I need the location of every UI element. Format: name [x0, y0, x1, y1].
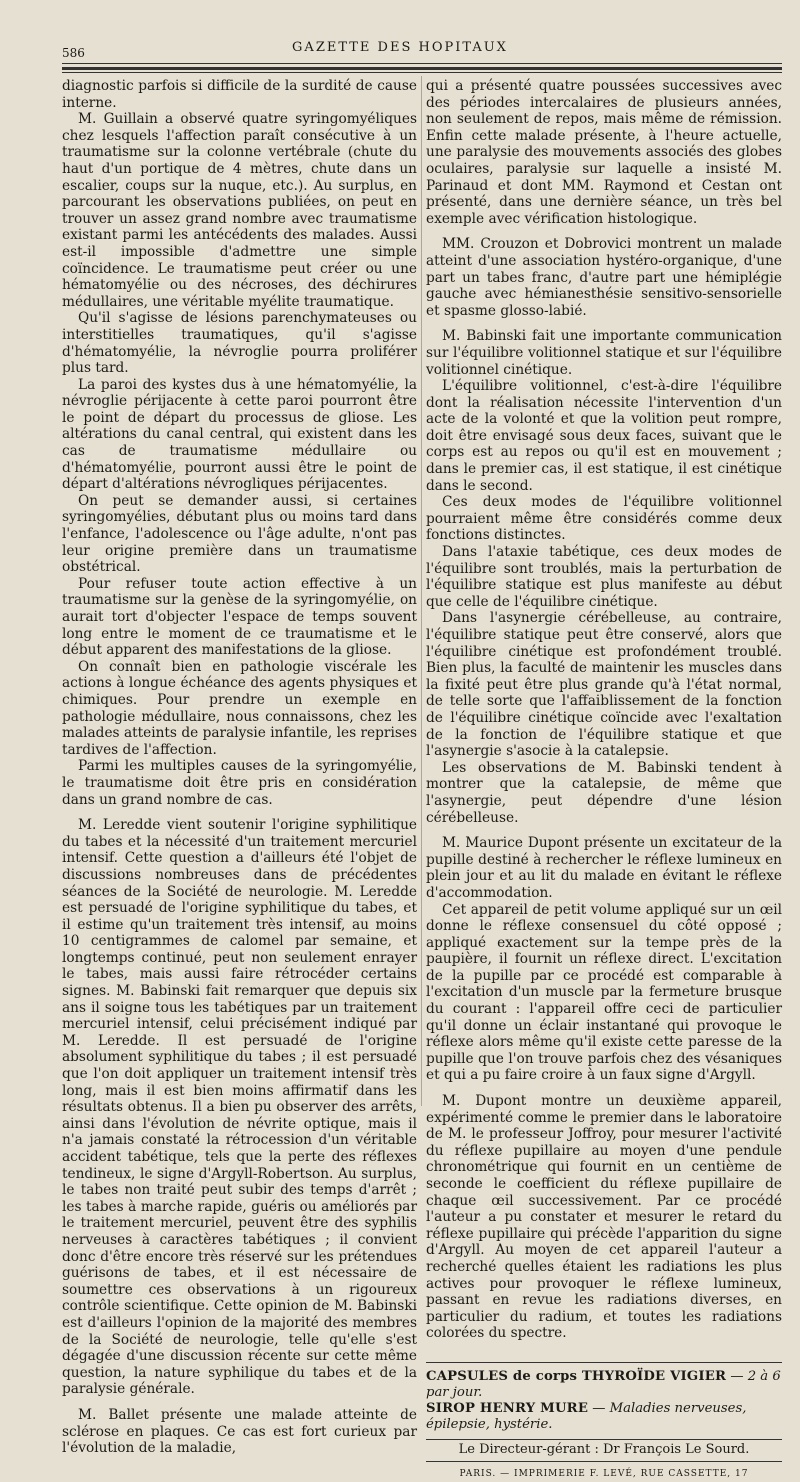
paragraph: M. Maurice Dupont présente un excitateur de la pupille destiné à rechercher le réflexe lumineux en plein jour et au lit du malade en évitant le réflexe d'accommodation.: [426, 835, 782, 901]
ad-line-capsules: [426, 1369, 782, 1401]
paragraph: La paroi des kystes dus à une hématomyélie, la névroglie périjacente à cette paroi pourront être le point de départ du processus de gliose. Les altérations du canal central, qui existent dans les cas de traumatisme médullaire ou d'hématomyélie, pourront aussi être le point de départ d'altérations névrogliques périjacentes.: [62, 376, 417, 493]
page-number: 586: [62, 46, 85, 60]
paragraph: Qu'il s'agisse de lésions parenchymateuses ou interstitielles traumatiques, qu'il s'agisse d'hématomyélie, la névroglie pourra proliférer plus tard.: [62, 310, 417, 377]
paragraph: M. Leredde vient soutenir l'origine syphilitique du tabes et la nécessité d'un traitement mercuriel intensif. Cette question a d'ailleurs été l'objet de discussions nombreuses dans de précédentes séances de la Société de neurologie. M. Leredde est persuadé de l'origine syphilitique du tabes, et il estime qu'un traitement très intensif, au moins 10 centigrammes de calomel par semaine, et longtemps continué, peut non seulement enrayer le tabes, mais aussi faire rétrocéder certains signes. M. Babinski fait remarquer que depuis six ans il soigne tous les tabétiques par un traitement mercuriel intensif, celui précisément indiqué par M. Leredde. Il est persuadé de l'origine absolument syphilitique du tabes ; il est persuadé que l'on doit appliquer un traitement intensif très long, mais il est bien moins affirmatif dans les résultats obtenus. Il a bien pu observer des arrêts, ainsi dans l'évolution de névrite optique, mais il n'a jamais constaté la rétrocession d'un véritable accident tabétique, tels que la perte des réflexes tendineux, le signe d'Argyll-Robertson. Au surplus, le tabes non traité peut subir des temps d'arrêt ; les tabes à marche rapide, guéris ou améliorés par le traitement mercuriel, peuvent être des syphilis nerveuses à caractères tabétiques ; il convient donc d'être encore très réservé sur les prétendues guérisons de tabes, et il est nécessaire de soumettre ces observations à un rigoureux contrôle scientifique. Cette opinion de M. Babinski est d'ailleurs l'opinion de la majorité des membres de la Société de neurologie, telle qu'elle s'est dégagée d'une discussion récente sur cette même question, la nature syphilique du tabes et de la paralysie générale.: [62, 817, 417, 1398]
ad-product-capsules: CAPSULES de corps THYROÏDE VIGIER: [426, 1368, 727, 1384]
printer-imprint: PARIS. — IMPRIMERIE F. LEVÉ, RUE CASSETTE, 17: [459, 1468, 749, 1479]
ad-line-sirop: [426, 1401, 782, 1433]
paragraph: M. Babinski fait une importante communication sur l'équilibre volitionnel statique et sur l'équilibre volitionnel cinétique.: [426, 328, 782, 378]
right-column-text: [426, 78, 782, 1342]
running-head: GAZETTE DES HOPITAUX: [292, 40, 508, 55]
paragraph: MM. Crouzon et Dobrovici montrent un malade atteint d'une association hystéro-organique, d'une part un tabes franc, d'autre part une hémiplégie gauche avec hémianesthésie sensitivo-sensorielle et spasme glosso-labié.: [426, 236, 782, 319]
header-rule-thick: [62, 67, 782, 70]
ad-dosage-note: — 2 à 6 par jour.: [426, 1368, 781, 1400]
right-column: [426, 78, 782, 1482]
column-divider: [421, 76, 422, 1106]
director-signature: Le Directeur-gérant : Dr François Le Sourd.: [426, 1439, 782, 1462]
ad-indication-note: — Maladies nerveuses, épilepsie, hystérie.: [426, 1400, 747, 1432]
paragraph: Parmi les multiples causes de la syringomyélie, le traumatisme doit être pris en considération dans un grand nombre de cas.: [62, 758, 417, 808]
paragraph: Pour refuser toute action effective à un traumatisme sur la genèse de la syringomyélie, on aurait tort d'objecter l'espace de temps souvent long entre le moment de ce traumatisme et le début apparent des manifestations de la gliose.: [62, 575, 417, 659]
paragraph: M. Guillain a observé quatre syringomyéliques chez lesquels l'affection paraît consécutive à un traumatisme sur la colonne vertébrale (chute du haut d'un portique de 4 mètres, chute dans un escalier, coups sur la nuque, etc.). Au surplus, en parcourant les observations publiées, on peut en trouver un assez grand nombre avec traumatisme existant parmi les antécédents des malades. Aussi est-il impossible d'admettre une simple coïncidence. Le traumatisme peut créer ou une hématomyélie ou des nécroses, des déchirures médullaires, une véritable myélite traumatique.: [62, 111, 417, 310]
header-rule: [62, 72, 782, 73]
paragraph: Dans l'asynergie cérébelleuse, au contraire, l'équilibre statique peut être conservé, alors que l'équilibre cinétique est profondément troublé. Bien plus, la faculté de maintenir les muscles dans la fixité peut être plus grande qu'à l'état normal, de telle sorte que l'affaiblissement de la fonction de l'équilibre cinétique coïncide avec l'exaltation de la fonction de l'équilibre statique et que l'asynergie s'asocie à la catalepsie.: [426, 610, 782, 760]
paragraph: qui a présenté quatre poussées successives avec des périodes intercalaires de plusieurs années, non seulement de repos, mais même de rémission. Enfin cette malade présente, à l'heure actuelle, une paralysie des mouvements associés des globes oculaires, paralysie sur laquelle a insisté M. Parinaud et dont MM. Raymond et Cestan ont présenté, dans une dernière séance, un très bel exemple avec vérification histologique.: [426, 78, 782, 227]
paragraph: Dans l'ataxie tabétique, ces deux modes de l'équilibre sont troublés, mais la perturbation de l'équilibre statique est plus manifeste au début que celle de l'équilibre cinétique.: [426, 544, 782, 610]
paragraph: M. Ballet présente une malade atteinte de sclérose en plaques. Ce cas est fort curieux par l'évolution de la maladie,: [62, 1406, 417, 1457]
paragraph: On peut se demander aussi, si certaines syringomyélies, débutant plus ou moins tard dans l'enfance, l'adolescence ou l'âge adulte, n'ont pas leur origine première dans un traumatisme obstétrical.: [62, 492, 417, 576]
paragraph: Les observations de M. Babinski tendent à montrer que la catalepsie, de même que l'asynergie, peut dépendre d'une lésion cérébelleuse.: [426, 759, 782, 826]
paragraph: M. Dupont montre un deuxième appareil, expérimenté comme le premier dans le laboratoire de M. le professeur Joffroy, pour mesurer l'activité du réflexe pupillaire au moyen d'une pendule chronométrique qui fournit en un centième de seconde le coefficient du réflexe pupillaire de chaque œil successivement. Par ce procédé l'auteur a pu constater et mesurer le retard du réflexe pupillaire qui précède l'apparition du signe d'Argyll. Au moyen de cet appareil l'auteur a recherché quelles étaient les radiations les plus actives pour provoquer le réflexe lumineux, passant en revue les radiations diverses, en particulier du radium, et toutes les radiations colorées du spectre.: [426, 1093, 782, 1342]
paragraph: L'équilibre volitionnel, c'est-à-dire l'équilibre dont la réalisation nécessite l'intervention d'un acte de la volonté et que la volition peut rompre, doit être envisagé sous deux faces, suivant que le corps est au repos ou qu'il est en mouvement ; dans le premier cas, il est statique, il est cinétique dans le second.: [426, 378, 782, 494]
header-rule: [62, 63, 782, 64]
advertisement: [426, 1362, 782, 1433]
ad-product-sirop: SIROP HENRY MURE: [426, 1400, 589, 1416]
paragraph: Cet appareil de petit volume appliqué sur un œil donne le réflexe consensuel du côté opposé ; appliqué exactement sur la tempe près de la paupière, il fournit un réflexe direct. L'excitation de la pupille par ce procédé est comparable à l'excitation d'un muscle par la fermeture brusque du courant : l'appareil offre ceci de particulier qu'il donne un éclair instantané qui provoque le réflexe alors même qu'il existe cette paresse de la pupille que l'on trouve parfois chez des vésaniques et qui a pu faire croire à un faux signe d'Argyll.: [426, 901, 782, 1084]
paragraph: Ces deux modes de l'équilibre volitionnel pourraient même être considérés comme deux fonctions distinctes.: [426, 494, 782, 544]
left-column: [62, 78, 417, 1457]
paragraph: diagnostic parfois si difficile de la surdité de cause interne.: [62, 78, 417, 111]
paragraph: On connaît bien en pathologie viscérale les actions à longue échéance des agents physiques et chimiques. Pour prendre un exemple en pathologie médullaire, nous connaissons, chez les malades atteints de paralysie infantile, les reprises tardives de l'affection.: [62, 658, 417, 758]
